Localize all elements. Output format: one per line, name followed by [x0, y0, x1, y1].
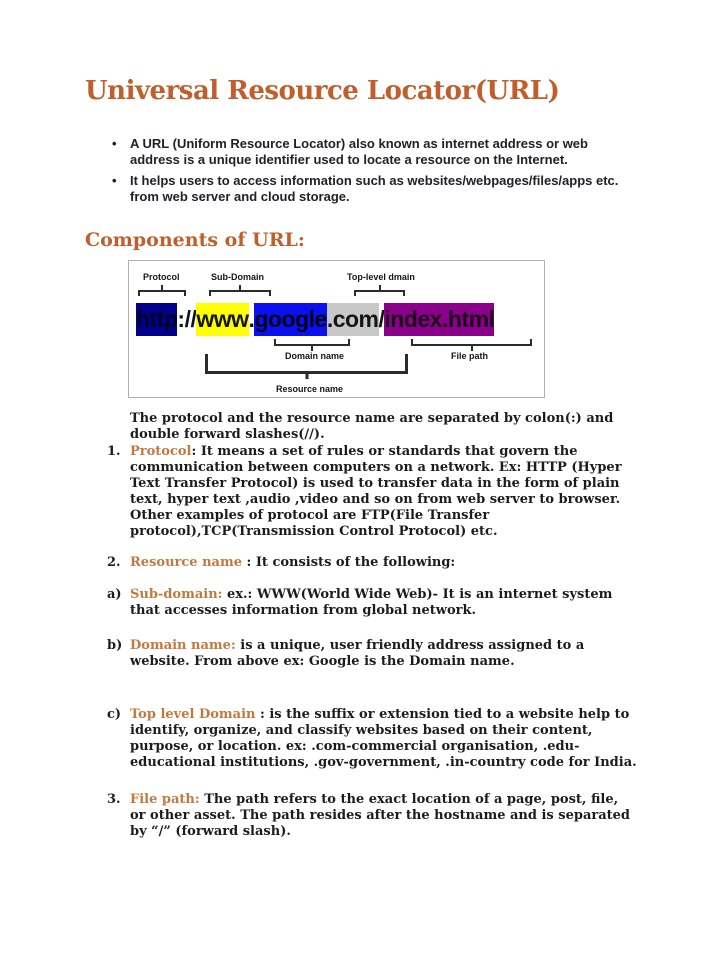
item-text [130, 444, 637, 540]
item-term: Domain name: [130, 638, 236, 653]
item-body: : It means a set of rules or standards that govern the communication between computers on a network. Ex: HTTP (Hyper Text Transfer Protocol) is used to transfer data in the form of plain text, hyper text ,audio ,video and so on from web server to browser. Other examples of protocol are FTP(File Transfer protocol),TCP(Transmission Control Protocol) etc. [130, 444, 622, 539]
url-filepath-segment: index.html [384, 303, 494, 336]
item-marker: a) [107, 587, 122, 602]
url-dot: . [248, 305, 255, 332]
item-text [130, 792, 637, 840]
item-term: Protocol [130, 444, 192, 459]
top-level-domain-label: Top-level dmain [347, 272, 415, 282]
url-protocol-segment: http [136, 303, 177, 336]
item-marker: 1. [107, 444, 121, 459]
item-text [130, 707, 637, 771]
domain-name-label: Domain name [285, 351, 345, 361]
item-term: Top level Domain [130, 707, 256, 722]
protocol-bracket [138, 290, 186, 296]
item-term: File path: [130, 792, 200, 807]
file-path-bracket [411, 339, 532, 346]
item-marker: c) [107, 707, 122, 722]
item-body: : is the suffix or extension tied to a website help to identify, organize, and classify websites based on their content, purpose, or location. ex: .com-commercial organisation, .edu-educational institutions, .gov-government, .in-country code for India. [130, 707, 637, 770]
item-body: is a unique, user friendly address assigned to a website. From above ex: Google is the Domain name. [130, 638, 585, 669]
item-term: Resource name [130, 555, 242, 570]
subdomain-bracket [209, 290, 271, 296]
list-item-top-level-domain [107, 707, 637, 771]
list-item-resource-name [107, 555, 637, 571]
url-tld-segment: .com [327, 303, 379, 336]
url-components-diagram [128, 260, 545, 398]
protocol-label: Protocol [143, 272, 180, 282]
url-slash: / [378, 305, 385, 332]
item-text [130, 587, 637, 619]
url-separator: :// [177, 305, 197, 332]
intro-paragraph: The protocol and the resource name are separated by colon(:) and double forward slashes(//). [130, 411, 614, 442]
components-list [107, 444, 635, 840]
top-level-domain-bracket [354, 290, 405, 296]
domain-name-bracket [274, 339, 350, 346]
item-body: : It consists of the following: [241, 555, 456, 570]
section-heading: Components of URL: [85, 229, 305, 251]
list-item-domain-name [107, 638, 637, 670]
example-url [136, 302, 494, 336]
item-marker: 2. [107, 555, 121, 570]
item-marker: b) [107, 638, 123, 653]
item-marker: 3. [107, 792, 121, 807]
bullet-text: A URL (Uniform Resource Locator) also known as internet address or web address is a unique identifier used to locate a resource on the Internet. [130, 136, 588, 167]
list-item-file-path [107, 792, 637, 840]
url-subdomain-segment: www [196, 303, 248, 336]
item-text [130, 555, 637, 571]
url-domain-segment: google [254, 303, 326, 336]
item-term: Sub-domain: [130, 587, 223, 602]
list-item-subdomain [107, 587, 637, 619]
item-body: The path refers to the exact location of a page, post, file, or other asset. The path resides after the hostname and is separated by “/” (forward slash). [130, 792, 631, 839]
page-title: Universal Resource Locator(URL) [85, 76, 560, 106]
subdomain-label: Sub-Domain [211, 272, 264, 282]
item-body: ex.: WWW(World Wide Web)- It is an internet system that accesses information from global network. [130, 587, 613, 618]
bullet-text: It helps users to access information such as websites/webpages/files/apps etc. from web server and cloud storage. [130, 173, 619, 204]
file-path-label: File path [451, 351, 489, 361]
bullet-item [112, 136, 632, 168]
bullet-item [112, 173, 632, 205]
resource-name-label: Resource name [276, 384, 344, 394]
list-item-protocol [107, 444, 637, 540]
item-text [130, 638, 637, 670]
intro-bullet-list [85, 136, 635, 205]
